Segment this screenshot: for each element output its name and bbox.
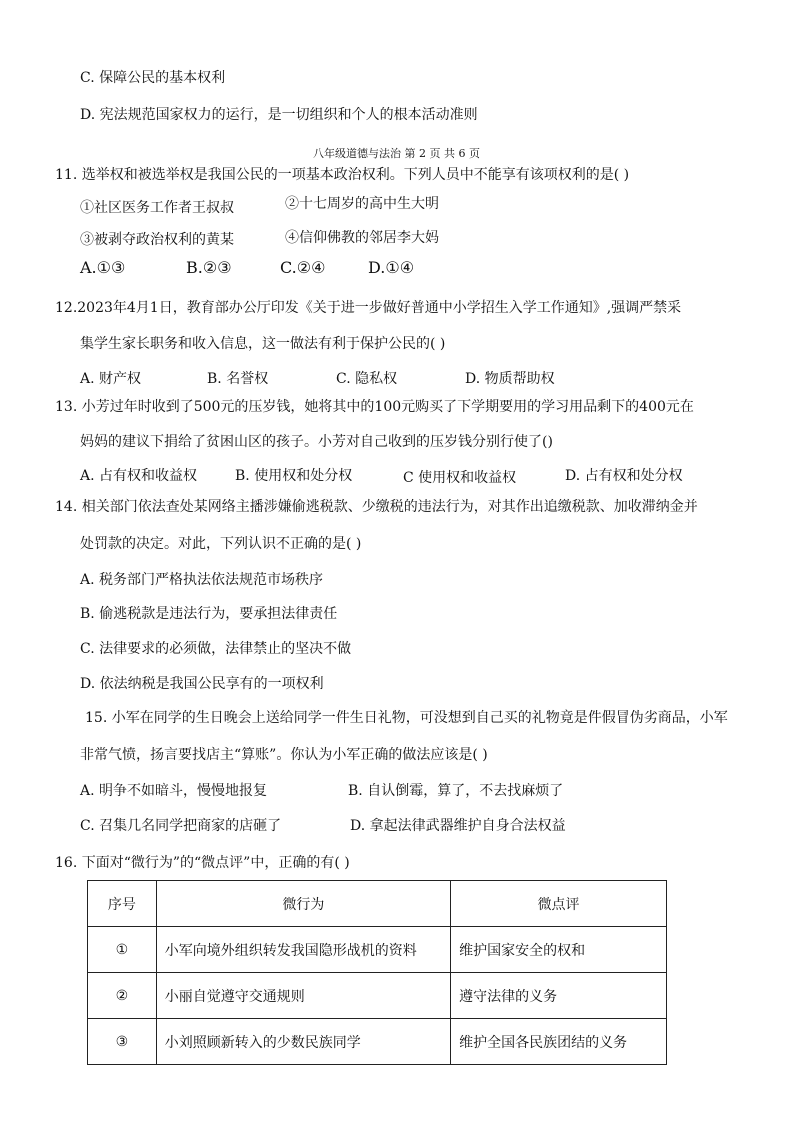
option-c: C. 保障公民的基本权利 <box>80 70 226 86</box>
q15-stem-line2: 非常气愤，扬言要找店主“算账”。你认为小军正确的做法应该是( ) <box>80 747 488 763</box>
q14-option-c: C. 法律要求的必须做，法律禁止的坚决不做 <box>80 641 352 657</box>
q12-stem-line1: 12.2023年4月1日，教育部办公厅印发《关于进一步做好普通中小学招生入学工作通知》,强调严禁采 <box>55 300 682 316</box>
q13-option-a: A. 占有权和收益权 <box>80 468 198 484</box>
q13-stem-line1: 13. 小芳过年时收到了500元的压岁钱，她将其中的100元购买了下学期要用的学习用品剩下的400元在 <box>55 399 694 415</box>
q12-option-a: A. 财产权 <box>80 371 142 387</box>
q16-stem: 16. 下面对“微行为”的“微点评”中，正确的有( ) <box>55 855 350 871</box>
q14-option-a: A. 税务部门严格执法依法规范市场秩序 <box>80 572 324 588</box>
q12-option-b: B. 名誉权 <box>207 371 269 387</box>
q13-stem-line2: 妈妈的建议下捐给了贫困山区的孩子。小芳对自己收到的压岁钱分别行使了() <box>80 434 553 450</box>
table-header-row <box>88 881 667 927</box>
table-row <box>88 973 667 1019</box>
q12-option-d: D. 物质帮助权 <box>465 371 555 387</box>
q16-table <box>87 880 667 1065</box>
table-row <box>88 1019 667 1065</box>
row-behavior: 小军向境外组织转发我国隐形战机的资料 <box>156 927 450 973</box>
table-row <box>88 927 667 973</box>
q14-option-d: D. 依法纳税是我国公民享有的一项权利 <box>80 676 324 692</box>
row-comment: 维护全国各民族团结的义务 <box>451 1019 667 1065</box>
row-behavior: 小刘照顾新转入的少数民族同学 <box>156 1019 450 1065</box>
q11-item-3: ③被剥夺政治权利的黄某 <box>80 232 234 248</box>
header-behavior: 微行为 <box>156 881 450 927</box>
q11-option-d: D.①④ <box>368 258 415 277</box>
q15-option-d: D. 拿起法律武器维护自身合法权益 <box>350 818 566 834</box>
q13-options <box>80 467 700 485</box>
q11-stem: 11. 选举权和被选举权是我国公民的一项基本政治权利。下列人员中不能享有该项权利的是( ) <box>55 167 630 183</box>
q13-option-c: C 使用权和收益权 <box>403 470 517 486</box>
q11-option-b: B.②③ <box>186 258 232 277</box>
row-index: ① <box>88 927 157 973</box>
row-comment: 遵守法律的义务 <box>451 973 667 1019</box>
header-index: 序号 <box>88 881 157 927</box>
q11-item-2: ②十七周岁的高中生大明 <box>285 196 439 212</box>
q13-option-b: B. 使用权和处分权 <box>235 468 353 484</box>
q12-option-c: C. 隐私权 <box>336 371 398 387</box>
row-behavior: 小丽自觉遵守交通规则 <box>156 973 450 1019</box>
q11-item-4: ④信仰佛教的邻居李大妈 <box>285 230 439 246</box>
q11-option-c: C.②④ <box>280 258 326 277</box>
q15-option-c: C. 召集几名同学把商家的店砸了 <box>80 818 282 834</box>
q12-options <box>80 370 580 388</box>
row-comment: 维护国家安全的权和 <box>451 927 667 973</box>
row-index: ② <box>88 973 157 1019</box>
q12-stem-line2: 集学生家长职务和收入信息，这一做法有利于保护公民的( ) <box>80 336 446 352</box>
q14-stem-line2: 处罚款的决定。对此，下列认识不正确的是( ) <box>80 536 362 552</box>
q11-option-a: A.①③ <box>80 258 126 277</box>
q15-option-a: A. 明争不如暗斗，慢慢地报复 <box>80 783 268 799</box>
page-footer: 八年级道德与法治 第 2 页 共 6 页 <box>313 147 480 160</box>
row-index: ③ <box>88 1019 157 1065</box>
q13-option-d: D. 占有权和处分权 <box>565 468 683 484</box>
q15-stem-line1: 15. 小军在同学的生日晚会上送给同学一件生日礼物，可没想到自己买的礼物竟是件假冒伪劣商品，小军 <box>85 710 728 726</box>
q14-stem-line1: 14. 相关部门依法查处某网络主播涉嫌偷逃税款、少缴税的违法行为，对其作出追缴税款、加收滞纳金并 <box>55 499 698 515</box>
q11-options <box>80 258 480 278</box>
header-comment: 微点评 <box>451 881 667 927</box>
q15-option-b: B. 自认倒霉，算了，不去找麻烦了 <box>348 783 564 799</box>
q14-option-b: B. 偷逃税款是违法行为，要承担法律责任 <box>80 606 338 622</box>
option-d: D. 宪法规范国家权力的运行，是一切组织和个人的根本活动准则 <box>80 107 478 123</box>
q11-item-1: ①社区医务工作者王叔叔 <box>80 200 234 216</box>
